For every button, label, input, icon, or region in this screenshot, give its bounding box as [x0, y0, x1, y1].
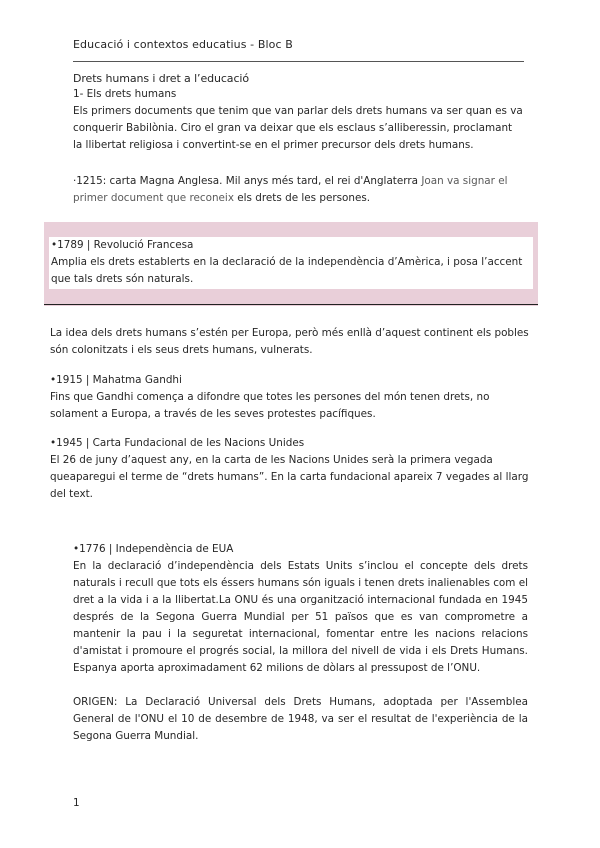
paragraph-magna-carta — [73, 173, 524, 207]
event-1915 — [50, 372, 535, 423]
page-number: 1 — [73, 797, 80, 809]
event-1915-heading: •1915 | Mahatma Gandhi — [50, 374, 182, 386]
event-1945-heading: •1945 | Carta Fundacional de les Nacions Unides — [50, 437, 305, 449]
magna-carta-text-1: ·1215: carta Magna Anglesa. Mil anys més tard, el rei d'Anglaterra — [73, 175, 422, 187]
event-1789-heading: •1789 | Revolució Francesa — [51, 239, 194, 251]
event-1915-text: Fins que Gandhi comença a difondre que totes les persones del món tenen drets, no solament a Europa, a través de les seves protestes pacífiques. — [50, 391, 490, 420]
event-1945 — [50, 435, 535, 503]
section-title: Drets humans i dret a l’educació — [73, 72, 249, 85]
paragraph-europe: La idea dels drets humans s’estén per Europa, però més enllà d’aquest continent els pobles són colonitzats i els seus drets humans, vulnerats. — [50, 327, 529, 356]
event-1945-text: El 26 de juny d’aquest any, en la carta de les Nacions Unides serà la primera vegada queaparegui el terme de “drets humans”. En la carta fundacional apareix 7 vegades al llarg del text. — [50, 454, 529, 500]
header-divider — [73, 61, 524, 62]
event-1776-text: En la declaració d’independència dels Estats Units s’inclou el concepte dels drets naturals i recull que tots els éssers humans són iguals i tenen drets inalienables com el dret a la vida i a la llibertat.La ONU és una organització internacional fundada en 1945 després de la Segona Guerra Mundial per 51 països que es van comprometre a mantenir la pau i la seguretat internacional, fomentar entre les nacions relacions d'amistat i promoure el progrés social, la millora del nivell de vida i els Drets Humans. Espanya aporta aproximadament 62 milions de dòlars al pressupost de l’ONU. — [73, 560, 528, 674]
document-header: Educació i contextos educatius - Bloc B — [73, 38, 293, 51]
event-1789-text: Amplia els drets establerts en la declaració de la independència d’Amèrica, i posa l’accent que tals drets són naturals. — [51, 256, 523, 285]
event-1776 — [73, 541, 528, 677]
highlight-rule — [44, 304, 538, 305]
paragraph-babylon: Els primers documents que tenim que van parlar dels drets humans va ser quan es va conquerir Babilònia. Ciro el gran va deixar que els esclaus s’alliberessin, proclamant la llibertat religiosa i convertint-se en el primer precursor dels drets humans. — [73, 105, 523, 151]
section-subtitle: 1- Els drets humans — [73, 88, 177, 100]
magna-carta-text-3: els drets de les persones. — [237, 192, 371, 204]
event-1776-heading: •1776 | Independència de EUA — [73, 543, 234, 555]
magna-carta-text-2: Joan va signar el primer document que reconeix — [73, 175, 508, 204]
paragraph-origen: ORIGEN: La Declaració Universal dels Drets Humans, adoptada per l'Assemblea General de l'ONU el 10 de desembre de 1948, va ser el resultat de l'experiència de la Segona Guerra Mundial. — [73, 696, 528, 742]
event-1789 — [51, 237, 531, 288]
